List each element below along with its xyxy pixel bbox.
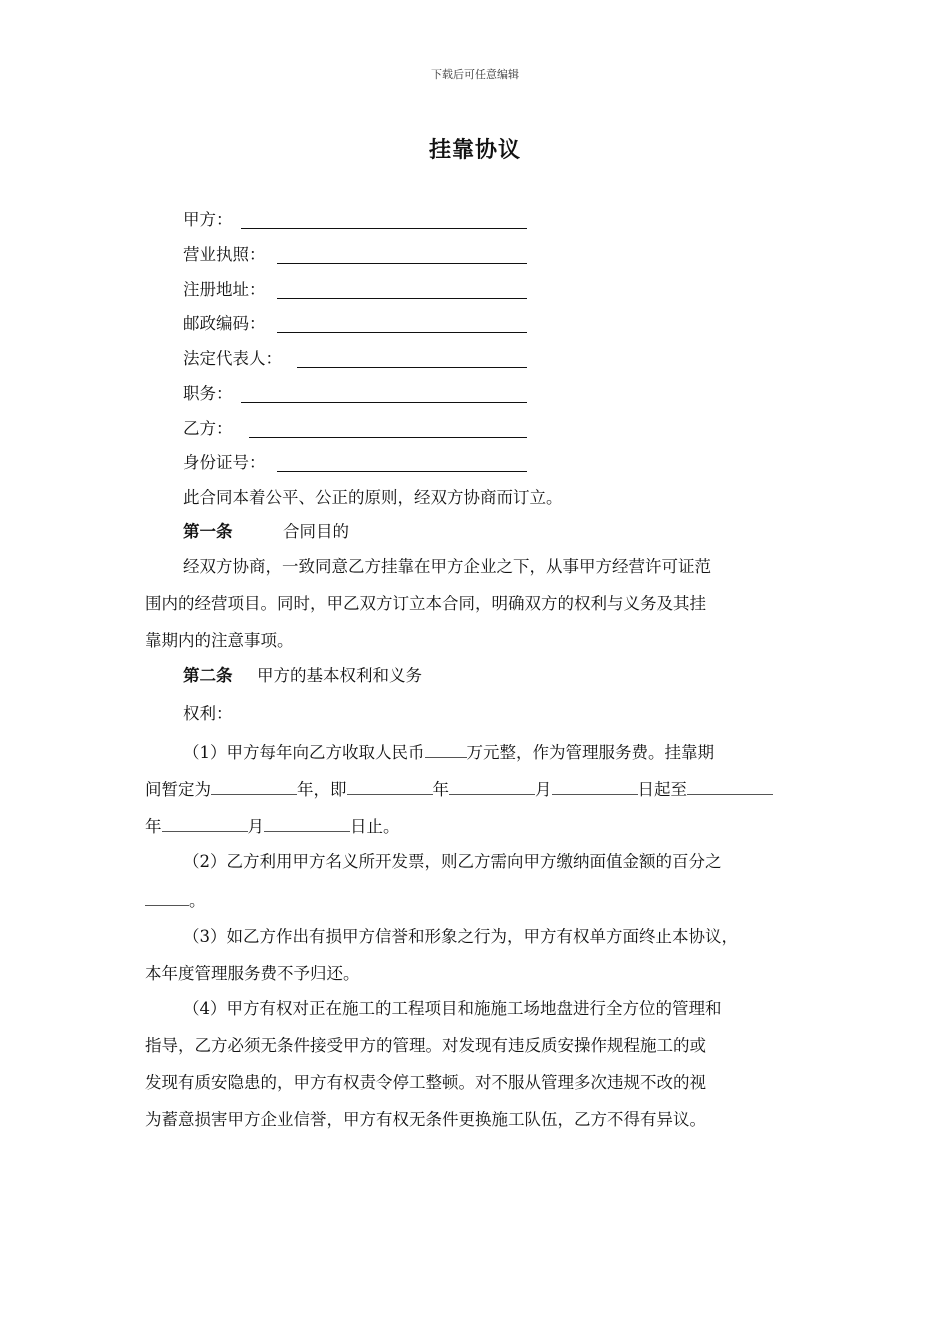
field-label: 营业执照： xyxy=(183,245,266,264)
item-text: 日止。 xyxy=(350,817,400,836)
blank-line xyxy=(249,437,527,438)
field-label: 身份证号： xyxy=(183,453,266,472)
item-text: 年 xyxy=(432,780,449,799)
field-label: 甲方： xyxy=(183,210,233,229)
item-text: 月 xyxy=(535,780,552,799)
blank-line xyxy=(241,228,527,229)
item-text: 万元整，作为管理服务费。挂靠期 xyxy=(466,743,714,762)
header-note: 下载后可任意编辑 xyxy=(431,68,519,81)
blank-line xyxy=(277,332,527,333)
article1-line: 靠期内的注意事项。 xyxy=(145,631,294,650)
article-number: 第一条 xyxy=(183,522,233,541)
item-text: （1）甲方每年向乙方收取人民币 xyxy=(183,743,425,762)
field-label: 职务： xyxy=(183,384,233,403)
item4-line: 指导，乙方必须无条件接受甲方的管理。对发现有违反质安操作规程施工的或 xyxy=(145,1036,706,1055)
field-legal-rep xyxy=(183,347,282,371)
blank-line xyxy=(277,263,527,264)
fill-blank xyxy=(552,776,638,795)
blank-line xyxy=(277,471,527,472)
blank-line xyxy=(241,402,527,403)
item-text: 年 xyxy=(145,817,162,836)
fill-blank xyxy=(145,887,189,906)
field-position xyxy=(183,382,233,406)
item2-line1: （2）乙方利用甲方名义所开发票，则乙方需向甲方缴纳面值金额的百分之 xyxy=(183,852,722,871)
fill-blank xyxy=(687,776,773,795)
item-text: 年，即 xyxy=(297,780,347,799)
fill-blank xyxy=(347,776,433,795)
field-label: 法定代表人： xyxy=(183,349,282,368)
article-title: 甲方的基本权利和义务 xyxy=(257,666,422,685)
field-party-a xyxy=(183,208,233,232)
field-label: 邮政编码： xyxy=(183,314,266,333)
field-postcode xyxy=(183,312,266,336)
item-text: 日起至 xyxy=(637,780,687,799)
field-label: 注册地址： xyxy=(183,280,266,299)
item2-line2 xyxy=(145,887,206,913)
document-title: 挂靠协议 xyxy=(428,137,521,163)
item4-line: 发现有质安隐患的，甲方有权责令停工整顿。对不服从管理多次违规不改的视 xyxy=(145,1073,706,1092)
fill-blank xyxy=(162,813,248,832)
item-text: 间暂定为 xyxy=(145,780,211,799)
field-id-number xyxy=(183,451,266,475)
article-number: 第二条 xyxy=(183,666,233,685)
item4-line: （4）甲方有权对正在施工的工程项目和施施工场地盘进行全方位的管理和 xyxy=(183,999,722,1018)
field-party-b xyxy=(183,417,233,441)
blank-line xyxy=(297,367,527,368)
field-address xyxy=(183,278,266,302)
article1-line: 经双方协商，一致同意乙方挂靠在甲方企业之下，从事甲方经营许可证范 xyxy=(183,557,711,576)
item3-line: 本年度管理服务费不予归还。 xyxy=(145,964,360,983)
field-license xyxy=(183,243,266,267)
fill-blank xyxy=(211,776,297,795)
fill-blank xyxy=(264,813,350,832)
fill-blank xyxy=(425,739,467,758)
item3-line: （3）如乙方作出有损甲方信誉和形象之行为，甲方有权单方面终止本协议， xyxy=(183,927,738,946)
field-label: 乙方： xyxy=(183,419,233,438)
item-text: 月 xyxy=(247,817,264,836)
item-text: 。 xyxy=(189,891,206,910)
article-title: 合同目的 xyxy=(283,522,349,541)
fill-blank xyxy=(449,776,535,795)
blank-line xyxy=(277,298,527,299)
article1-line: 围内的经营项目。同时，甲乙双方订立本合同，明确双方的权利与义务及其挂 xyxy=(145,594,706,613)
article2-heading xyxy=(183,664,422,688)
item1-line2 xyxy=(145,776,773,802)
article1-heading xyxy=(183,520,349,544)
item4-line: 为蓄意损害甲方企业信誉，甲方有权无条件更换施工队伍，乙方不得有异议。 xyxy=(145,1110,706,1129)
intro-paragraph: 此合同本着公平、公正的原则，经双方协商而订立。 xyxy=(183,488,563,507)
item1-line3 xyxy=(145,813,400,839)
rights-label: 权利： xyxy=(183,704,233,723)
item1-line1 xyxy=(183,739,714,765)
